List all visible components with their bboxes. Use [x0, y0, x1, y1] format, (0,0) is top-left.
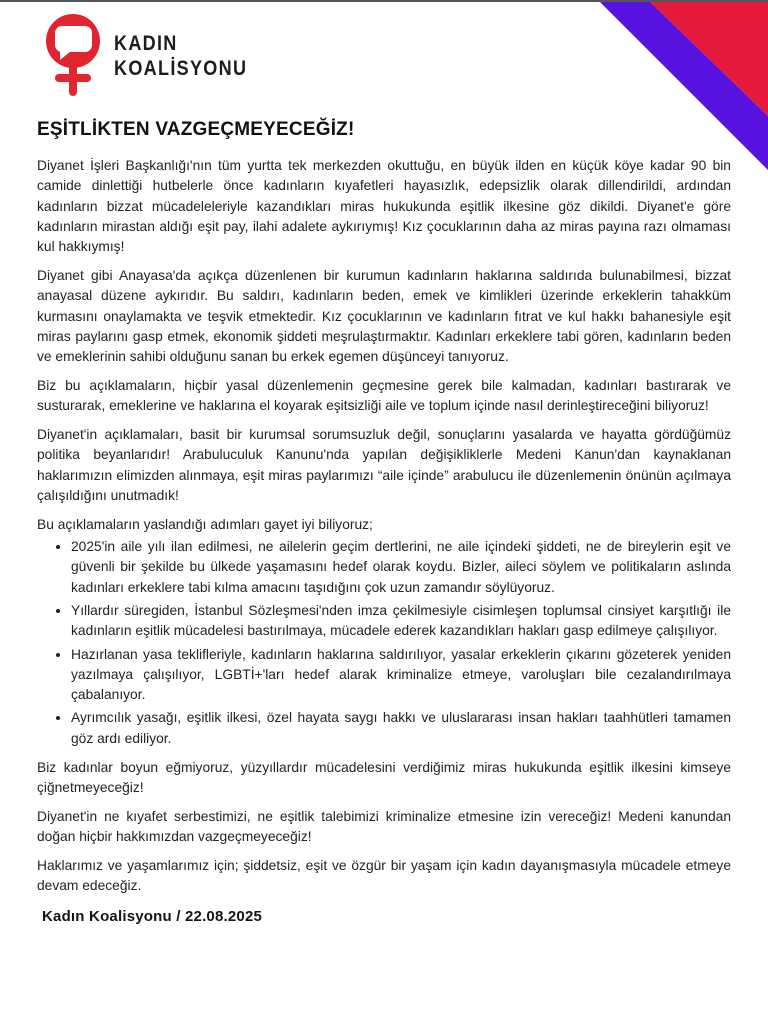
bullet-item-2: • Yıllardır süregiden, İstanbul Sözleşmesi'nden imza çekilmesiyle cisimleşen toplumsal cinsiyet karşıtlığı ile kadınların eşitlik mücadelesi bastırılmaya, mücadele ederek kazandıkları hakları gasp edilmeye çalışılıyor. [71, 601, 731, 642]
venus-speech-bubble-logo-icon [45, 14, 101, 96]
corner-decoration [598, 0, 768, 172]
footer-signature: Kadın Koalisyonu / 22.08.2025 [42, 908, 263, 926]
logo-wordmark [114, 14, 247, 81]
document-title: EŞİTLİKTEN VAZGEÇMEYECEĞİZ! [37, 119, 355, 140]
logo-wordmark-line2: KOALİSYONU [114, 57, 248, 80]
paragraph-4: Diyanet'in açıklamaları, basit bir kurumsal sorumsuzluk değil, sonuçlarını yasalarda ve hayatta gördüğümüz politika beyanlarıdır! Arabuluculuk Kanunu'nda yapılan değişikliklerle Medeni Kanun'dan kaynaklanan haklarımızın elimizden alınmaya, eşit miras paylarımızı “aile içinde” arabulucu ile düzenlemenin önünün açılmaya çalışıldığını unutmadık! [37, 427, 731, 503]
top-hairline [0, 0, 768, 2]
paragraph-2: Diyanet gibi Anayasa'da açıkça düzenlenen bir kurumun kadınların haklarına saldırıda bulunabilmesi, bizzat anayasal düzene aykırıdır. Bu saldırı, kadınların beden, emek ve kimlikleri üzerinde erkeklerin tahakküm kurmasını onaylamakta ve teşvik etmektedir. Kız çocuklarının ve kadınların fıtrat ve kul hakkı bahanesiyle eşit miras paylarını gasp etmek, ekonomik şiddeti meşrulaştırmaktır. Kadınları erkeklere tabi gören, kadınların beden ve emeklerinin sahibi olduğunu sanan bu erkek egemen düşünceyi tanıyoruz. [37, 267, 731, 365]
bullet-item-1: • 2025'in aile yılı ilan edilmesi, ne ailelerin geçim dertlerini, ne aile içindeki şiddeti, ne de bireylerin eşit ve güvenli bir şekilde bu ülkede yaşamasını hedef olarak koydu. Bizler, aileci söylem ve politikaların aslında kadınları erkeklere tabi kılma amacını taşıdığını çok uzun zamandır söylüyoruz. [71, 537, 731, 598]
closing-paragraph-3: Haklarımız ve yaşamlarımız için; şiddetsiz, eşit ve özgür bir yaşam için kadın dayanışmasıyla mücadele etmeye devam edeceğiz. [37, 857, 731, 893]
logo-wordmark-line1: KADIN [114, 32, 178, 55]
paragraph-1: Diyanet İşleri Başkanlığı'nın tüm yurtta tek merkezden okuttuğu, en büyük ilden en küçük köye kadar 90 bin camide dinlettiği hutbelerle önce kadınların kıyafetleri hayasızlık, edepsizlik olarak dillendirildi, ardından kadınların bizzat mücadeleleriyle kazandıkları miras hukukunda eşitlik ilkesine göz dikildi. Diyanet'e göre kadınların mirastan aldığı eşit pay, ilahi adalete aykırıymış! Kız çocuklarının daha az miras payına razı olmaması kul hakkıymış! [37, 158, 731, 255]
bullet-item-4: • Ayrımcılık yasağı, eşitlik ilkesi, özel hayata saygı hakkı ve uluslararası insan hakları taahhütleri tamamen göz ardı ediliyor. [71, 708, 731, 749]
list-intro: Bu açıklamaların yaslandığı adımları gayet iyi biliyoruz; [37, 516, 373, 532]
bullet-item-3: • Hazırlanan yasa teklifleriyle, kadınların haklarına saldırılıyor, yasalar erkeklerin çıkarını gözeterek yeniden yazılmaya çalışılıyor, LGBTİ+'ları hedef alarak kriminalize etmeye, varoluşları bile cezalandırılmaya çabalanıyor. [71, 645, 731, 706]
document-body [37, 156, 731, 896]
closing-paragraph-1: Biz kadınlar boyun eğmiyoruz, yüzyıllardır mücadelesini verdiğimiz miras hukukunda eşitlik ilkesini kimseye çiğnetmeyeceğiz! [37, 759, 731, 795]
bullet-list [37, 537, 731, 749]
closing-paragraph-2: Diyanet'in ne kıyafet serbestimizi, ne eşitlik talebimizi kriminalize etmesine izin vereceğiz! Medeni kanundan doğan hiçbir hakkımızdan vazgeçmeyeceğiz! [37, 808, 731, 844]
paragraph-3: Biz bu açıklamaların, hiçbir yasal düzenlemenin geçmesine gerek bile kalmadan, kadınları bastırarak ve susturarak, emeklerine ve haklarına el koyarak eşitsizliği aile ve toplum içinde nasıl derinleştireceğini biliyoruz! [37, 377, 731, 414]
